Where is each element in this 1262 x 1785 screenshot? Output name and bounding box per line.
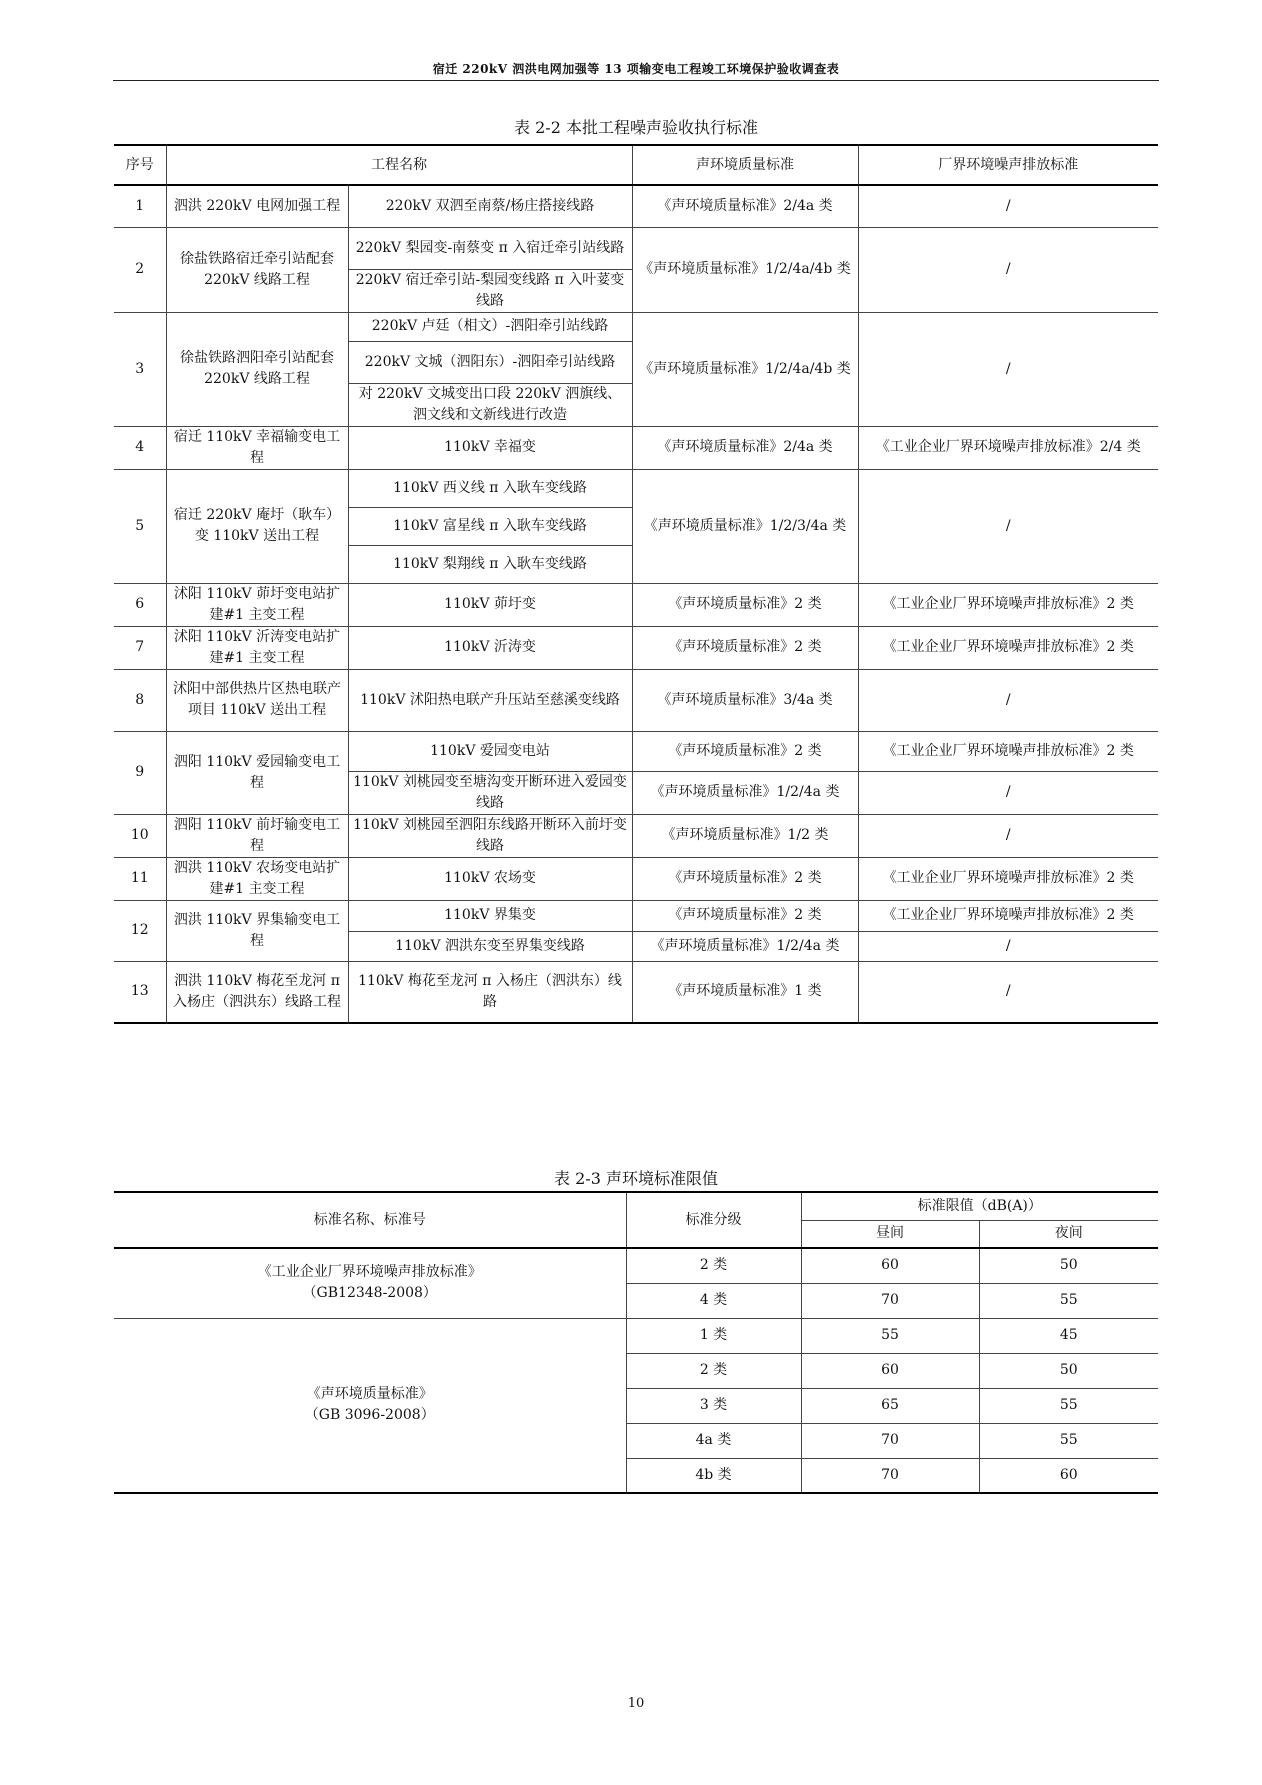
boundary-standard: 《工业企业厂界环境噪声排放标准》2 类 — [858, 900, 1158, 931]
quality-standard: 《声环境质量标准》2 类 — [632, 857, 858, 900]
col-header-boundary-standard: 厂界环境噪声排放标准 — [858, 145, 1158, 185]
table-row — [114, 426, 1158, 469]
sub-project-name: 110kV 梅花至龙河 π 入杨庄（泗洪东）线路 — [348, 961, 632, 1023]
table-2-2-caption: 表 2-2 本批工程噪声验收执行标准 — [514, 118, 758, 137]
sub-project-name: 110kV 沂涛变 — [348, 626, 632, 669]
col-header-grade: 标准分级 — [626, 1192, 801, 1248]
day-limit: 55 — [801, 1318, 979, 1353]
boundary-standard: 《工业企业厂界环境噪声排放标准》2/4 类 — [858, 426, 1158, 469]
sub-project-name: 220kV 双泗至南蔡/杨庄搭接线路 — [348, 185, 632, 227]
standard-grade: 4b 类 — [626, 1458, 801, 1493]
quality-standard: 《声环境质量标准》1/2/4a 类 — [632, 771, 858, 814]
standard-name-cell — [114, 1318, 626, 1493]
sub-project-name: 220kV 文城（泗阳东）-泗阳牵引站线路 — [348, 341, 632, 383]
project-name: 泗阳 110kV 前圩输变电工程 — [166, 814, 348, 857]
night-limit: 50 — [979, 1248, 1158, 1283]
sub-project-name: 对 220kV 文城变出口段 220kV 泗旗线、泗文线和文新线进行改造 — [348, 383, 632, 426]
row-number: 12 — [114, 900, 166, 961]
document-header: 宿迁 220kV 泗洪电网加强等 13 项输变电工程竣工环境保护验收调查表 — [432, 62, 840, 76]
project-name: 徐盐铁路泗阳牵引站配套 220kV 线路工程 — [166, 312, 348, 426]
row-number: 11 — [114, 857, 166, 900]
sub-project-name: 110kV 爱园变电站 — [348, 731, 632, 771]
project-name: 宿迁 110kV 幸福输变电工程 — [166, 426, 348, 469]
table-row — [114, 626, 1158, 669]
table-row — [114, 469, 1158, 507]
standard-grade: 1 类 — [626, 1318, 801, 1353]
project-name: 沭阳 110kV 茆圩变电站扩建#1 主变工程 — [166, 583, 348, 626]
standard-grade: 4 类 — [626, 1283, 801, 1318]
day-limit: 65 — [801, 1388, 979, 1423]
standard-name: 《声环境质量标准》 — [306, 1386, 433, 1403]
table-row — [114, 312, 1158, 341]
standard-grade: 2 类 — [626, 1353, 801, 1388]
quality-standard: 《声环境质量标准》1/2/4a 类 — [632, 931, 858, 961]
col-header-day: 昼间 — [801, 1220, 979, 1248]
col-header-standard-name: 标准名称、标准号 — [114, 1192, 626, 1248]
table-row — [114, 1318, 1158, 1353]
boundary-standard: / — [858, 771, 1158, 814]
quality-standard: 《声环境质量标准》1/2/3/4a 类 — [632, 469, 858, 583]
row-number: 5 — [114, 469, 166, 583]
table-row — [114, 1248, 1158, 1283]
boundary-standard: / — [858, 312, 1158, 426]
noise-standard-table — [114, 144, 1158, 1024]
day-limit: 60 — [801, 1248, 979, 1283]
sub-project-name: 110kV 刘桃园变至塘沟变开断环进入爱园变线路 — [348, 771, 632, 814]
row-number: 9 — [114, 731, 166, 814]
project-name: 泗洪 110kV 农场变电站扩建#1 主变工程 — [166, 857, 348, 900]
boundary-standard: / — [858, 961, 1158, 1023]
night-limit: 60 — [979, 1458, 1158, 1493]
noise-limit-table — [114, 1191, 1158, 1494]
sub-project-name: 220kV 宿迁牵引站-梨园变线路 π 入叶荽变线路 — [348, 269, 632, 312]
night-limit: 55 — [979, 1423, 1158, 1458]
col-header-night: 夜间 — [979, 1220, 1158, 1248]
quality-standard: 《声环境质量标准》2/4a 类 — [632, 426, 858, 469]
sub-project-name: 110kV 界集变 — [348, 900, 632, 931]
boundary-standard: 《工业企业厂界环境噪声排放标准》2 类 — [858, 583, 1158, 626]
quality-standard: 《声环境质量标准》1/2/4a/4b 类 — [632, 227, 858, 312]
standard-code: （GB12348-2008） — [302, 1285, 437, 1302]
sub-project-name: 220kV 梨园变-南蔡变 π 入宿迁牵引站线路 — [348, 227, 632, 269]
sub-project-name: 110kV 幸福变 — [348, 426, 632, 469]
standard-name-cell — [114, 1248, 626, 1318]
row-number: 1 — [114, 185, 166, 227]
quality-standard: 《声环境质量标准》2 类 — [632, 626, 858, 669]
row-number: 7 — [114, 626, 166, 669]
table-2-3-caption: 表 2-3 声环境标准限值 — [554, 1169, 718, 1188]
standard-grade: 3 类 — [626, 1388, 801, 1423]
day-limit: 60 — [801, 1353, 979, 1388]
quality-standard: 《声环境质量标准》1/2 类 — [632, 814, 858, 857]
quality-standard: 《声环境质量标准》1/2/4a/4b 类 — [632, 312, 858, 426]
sub-project-name: 110kV 农场变 — [348, 857, 632, 900]
standard-code: （GB 3096-2008） — [304, 1407, 435, 1424]
col-header-quality-standard: 声环境质量标准 — [632, 145, 858, 185]
sub-project-name: 110kV 西义线 π 入耿车变线路 — [348, 469, 632, 507]
table-row — [114, 731, 1158, 771]
sub-project-name: 110kV 梨翔线 π 入耿车变线路 — [348, 545, 632, 583]
boundary-standard: / — [858, 931, 1158, 961]
row-number: 6 — [114, 583, 166, 626]
boundary-standard: / — [858, 669, 1158, 731]
project-name: 泗洪 220kV 电网加强工程 — [166, 185, 348, 227]
project-name: 泗阳 110kV 爱园输变电工程 — [166, 731, 348, 814]
sub-project-name: 110kV 刘桃园至泗阳东线路开断环入前圩变线路 — [348, 814, 632, 857]
boundary-standard: / — [858, 814, 1158, 857]
table-row — [114, 961, 1158, 1023]
sub-project-name: 110kV 富星线 π 入耿车变线路 — [348, 507, 632, 545]
sub-project-name: 110kV 茆圩变 — [348, 583, 632, 626]
quality-standard: 《声环境质量标准》3/4a 类 — [632, 669, 858, 731]
sub-project-name: 110kV 沭阳热电联产升压站至慈溪变线路 — [348, 669, 632, 731]
quality-standard: 《声环境质量标准》2 类 — [632, 731, 858, 771]
boundary-standard: 《工业企业厂界环境噪声排放标准》2 类 — [858, 626, 1158, 669]
project-name: 沭阳中部供热片区热电联产项目 110kV 送出工程 — [166, 669, 348, 731]
row-number: 8 — [114, 669, 166, 731]
boundary-standard: 《工业企业厂界环境噪声排放标准》2 类 — [858, 857, 1158, 900]
night-limit: 50 — [979, 1353, 1158, 1388]
row-number: 2 — [114, 227, 166, 312]
col-header-no: 序号 — [114, 145, 166, 185]
night-limit: 55 — [979, 1388, 1158, 1423]
day-limit: 70 — [801, 1423, 979, 1458]
table-row — [114, 814, 1158, 857]
project-name: 宿迁 220kV 庵圩（耿车）变 110kV 送出工程 — [166, 469, 348, 583]
table-row — [114, 669, 1158, 731]
standard-grade: 2 类 — [626, 1248, 801, 1283]
boundary-standard: / — [858, 227, 1158, 312]
sub-project-name: 220kV 卢廷（相文）-泗阳牵引站线路 — [348, 312, 632, 341]
night-limit: 45 — [979, 1318, 1158, 1353]
row-number: 10 — [114, 814, 166, 857]
project-name: 沭阳 110kV 沂涛变电站扩建#1 主变工程 — [166, 626, 348, 669]
col-header-project-name: 工程名称 — [166, 145, 632, 185]
boundary-standard: 《工业企业厂界环境噪声排放标准》2 类 — [858, 731, 1158, 771]
boundary-standard: / — [858, 185, 1158, 227]
project-name: 徐盐铁路宿迁牵引站配套 220kV 线路工程 — [166, 227, 348, 312]
col-header-limit: 标准限值（dB(A)） — [801, 1192, 1158, 1220]
night-limit: 55 — [979, 1283, 1158, 1318]
row-number: 3 — [114, 312, 166, 426]
page-number: 10 — [627, 1696, 645, 1711]
table-row — [114, 185, 1158, 227]
boundary-standard: / — [858, 469, 1158, 583]
table-row — [114, 900, 1158, 931]
row-number: 13 — [114, 961, 166, 1023]
quality-standard: 《声环境质量标准》1 类 — [632, 961, 858, 1023]
quality-standard: 《声环境质量标准》2 类 — [632, 900, 858, 931]
table-row — [114, 583, 1158, 626]
standard-grade: 4a 类 — [626, 1423, 801, 1458]
quality-standard: 《声环境质量标准》2 类 — [632, 583, 858, 626]
day-limit: 70 — [801, 1283, 979, 1318]
header-rule — [113, 80, 1159, 81]
sub-project-name: 110kV 泗洪东变至界集变线路 — [348, 931, 632, 961]
project-name: 泗洪 110kV 界集输变电工程 — [166, 900, 348, 961]
table-row — [114, 227, 1158, 269]
quality-standard: 《声环境质量标准》2/4a 类 — [632, 185, 858, 227]
project-name: 泗洪 110kV 梅花至龙河 π 入杨庄（泗洪东）线路工程 — [166, 961, 348, 1023]
day-limit: 70 — [801, 1458, 979, 1493]
table-row — [114, 857, 1158, 900]
standard-name: 《工业企业厂界环境噪声排放标准》 — [257, 1264, 482, 1281]
row-number: 4 — [114, 426, 166, 469]
